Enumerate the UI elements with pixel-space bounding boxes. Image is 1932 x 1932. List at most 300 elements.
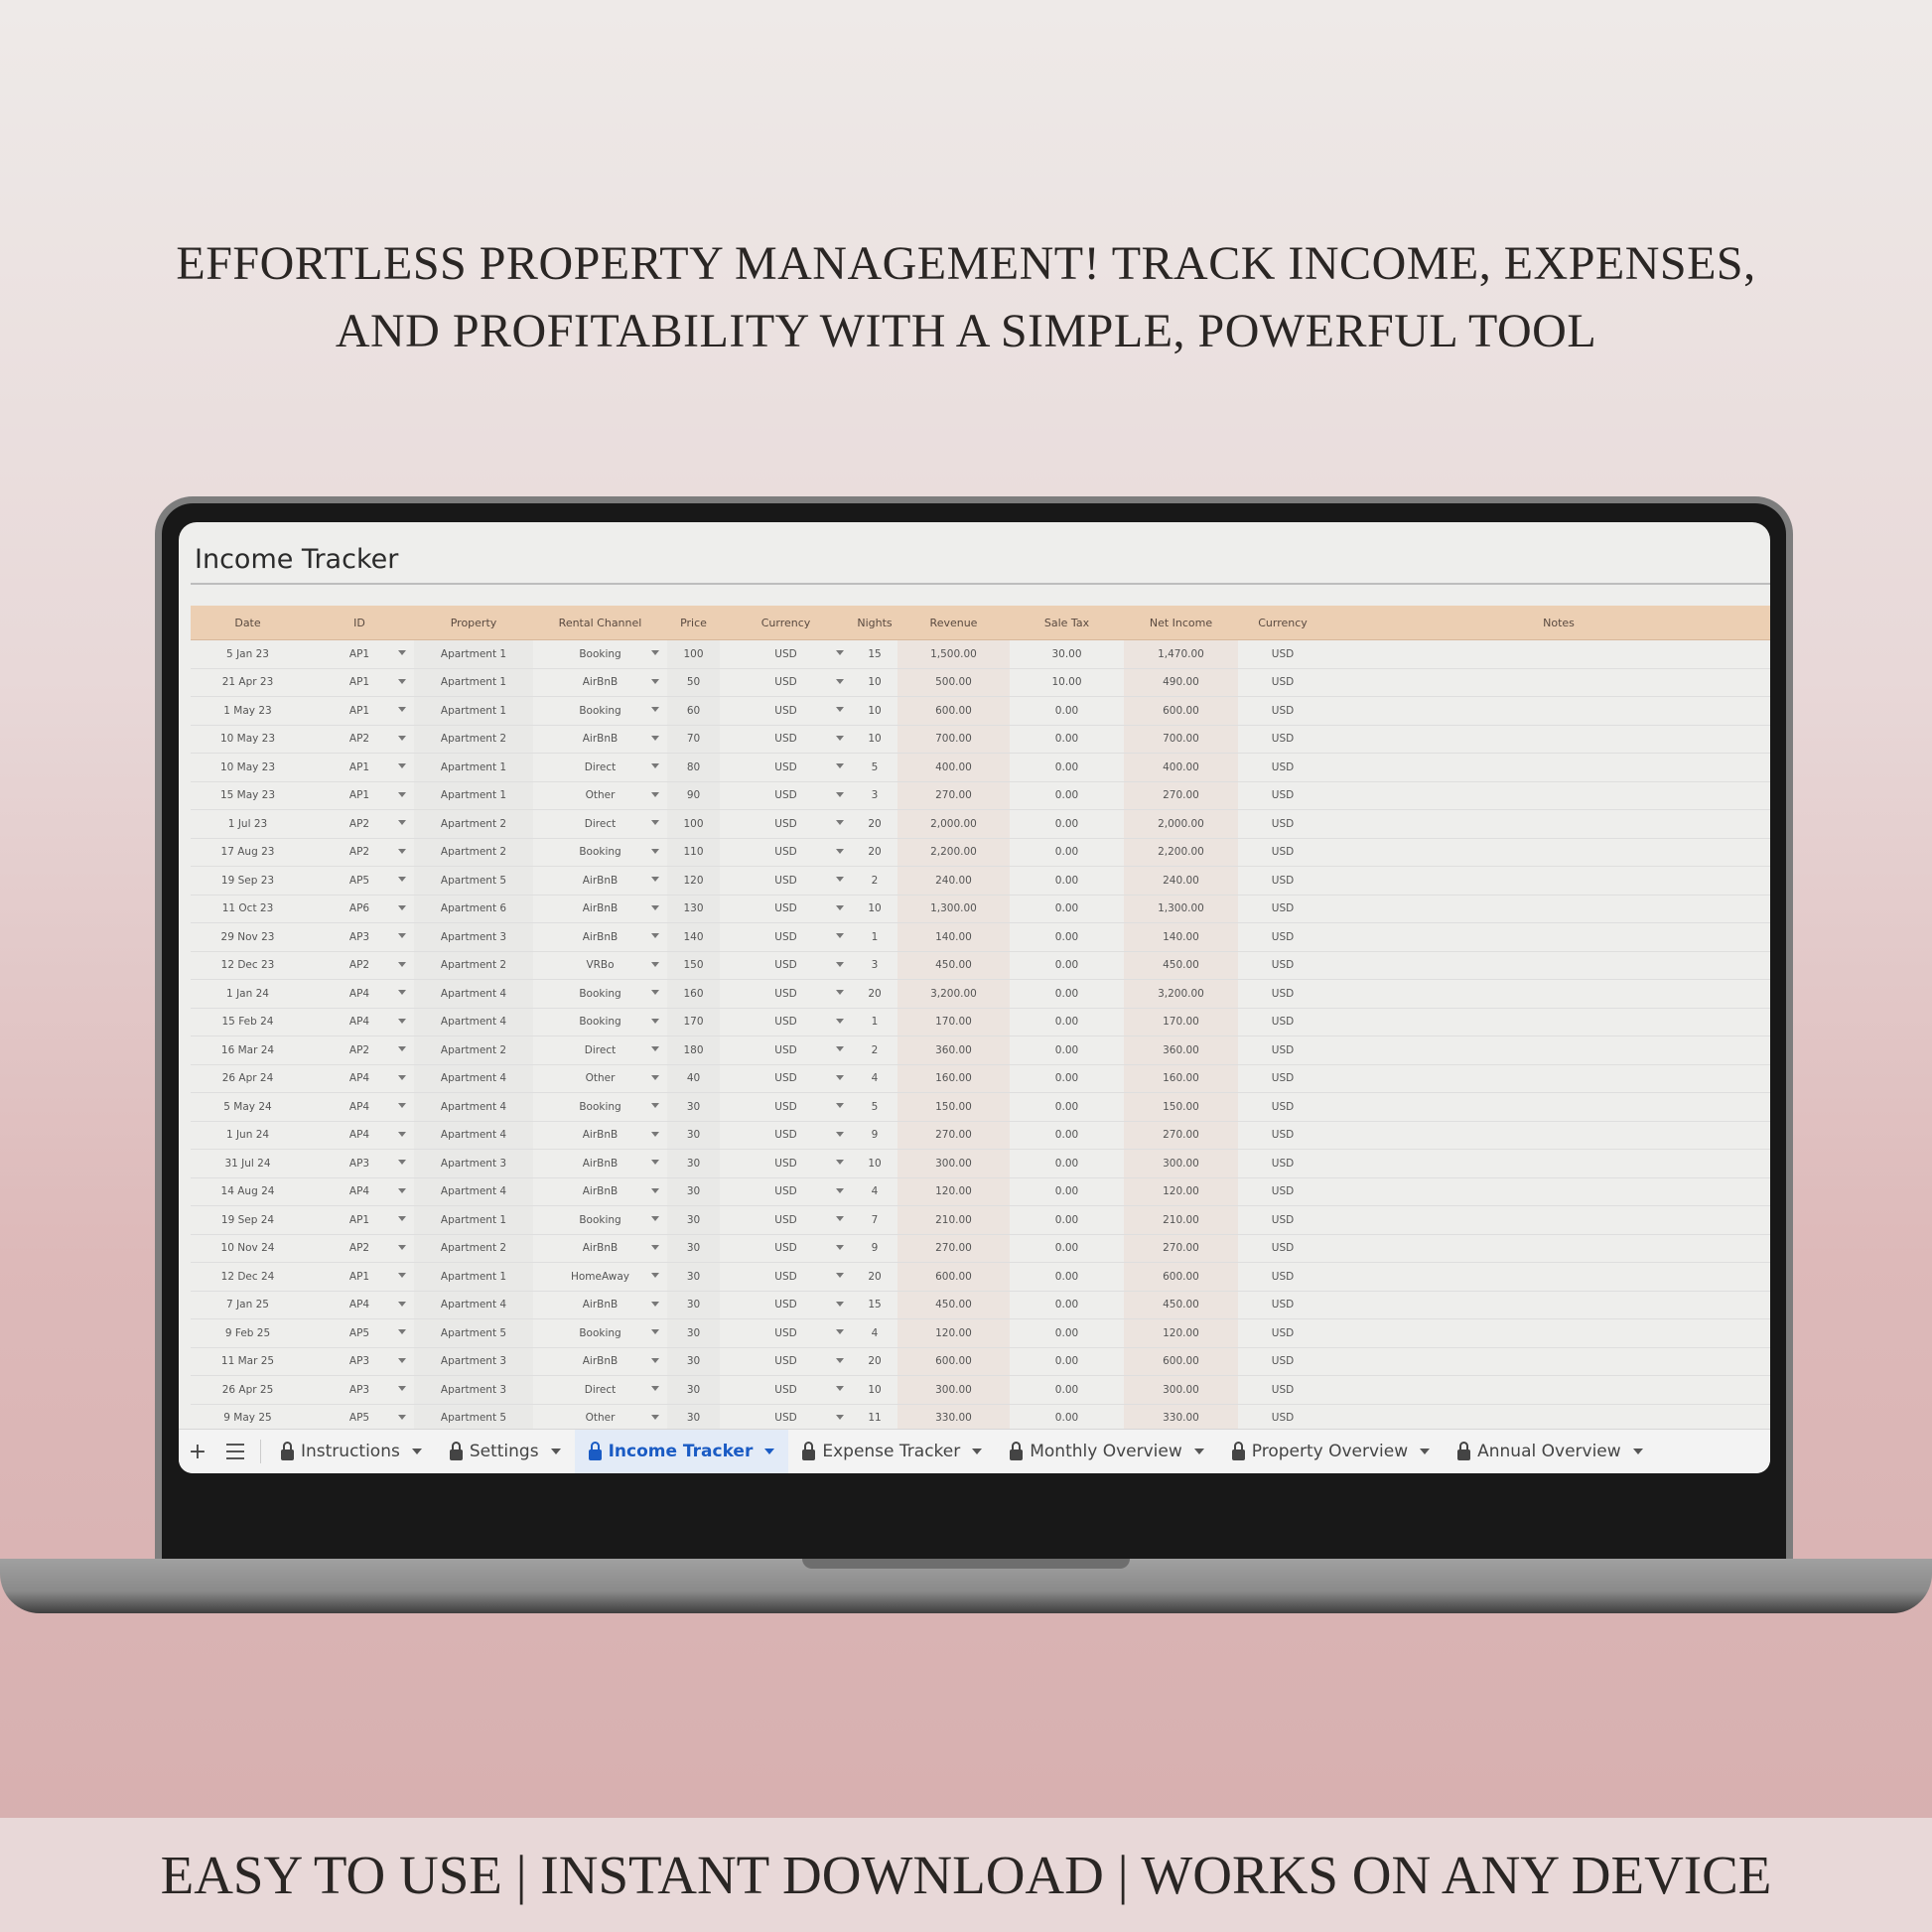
dropdown-caret-icon[interactable]: [836, 1075, 844, 1080]
cell-net-income[interactable]: 3,200.00: [1124, 980, 1238, 1009]
cell-currency[interactable]: [720, 781, 852, 810]
dropdown-caret-icon[interactable]: [836, 877, 844, 882]
col-header-currency[interactable]: Currency: [720, 606, 852, 640]
cell-net-income[interactable]: 300.00: [1124, 1150, 1238, 1178]
cell-sale-tax[interactable]: 10.00: [1010, 668, 1124, 697]
chevron-down-icon[interactable]: [764, 1449, 774, 1454]
cell-property[interactable]: Apartment 6: [414, 895, 533, 923]
cell-date[interactable]: 17 Aug 23: [191, 838, 305, 867]
cell-date[interactable]: 12 Dec 24: [191, 1263, 305, 1292]
cell-nights[interactable]: 11: [852, 1404, 897, 1433]
cell-property[interactable]: Apartment 1: [414, 697, 533, 726]
cell-id[interactable]: [305, 867, 414, 896]
chevron-down-icon[interactable]: [1633, 1449, 1643, 1454]
cell-date[interactable]: 15 May 23: [191, 781, 305, 810]
dropdown-caret-icon[interactable]: [398, 990, 406, 995]
cell-nights[interactable]: 4: [852, 1177, 897, 1206]
cell-sale-tax[interactable]: 0.00: [1010, 923, 1124, 952]
dropdown-caret-icon[interactable]: [836, 1329, 844, 1334]
dropdown-caret-icon[interactable]: [836, 1415, 844, 1420]
cell-revenue[interactable]: 1,500.00: [897, 640, 1010, 669]
dropdown-caret-icon[interactable]: [398, 1302, 406, 1307]
dropdown-caret-icon[interactable]: [398, 1019, 406, 1024]
dropdown-caret-icon[interactable]: [836, 933, 844, 938]
cell-currency[interactable]: [720, 1177, 852, 1206]
dropdown-caret-icon[interactable]: [398, 820, 406, 825]
cell-rental-channel[interactable]: [533, 781, 667, 810]
cell-nights[interactable]: 20: [852, 1347, 897, 1376]
cell-currency[interactable]: [720, 1121, 852, 1150]
cell-sale-tax[interactable]: 0.00: [1010, 1404, 1124, 1433]
cell-id[interactable]: [305, 980, 414, 1009]
dropdown-caret-icon[interactable]: [836, 792, 844, 797]
cell-revenue[interactable]: 300.00: [897, 1150, 1010, 1178]
cell-price[interactable]: 70: [667, 725, 720, 754]
cell-price[interactable]: 30: [667, 1404, 720, 1433]
dropdown-caret-icon[interactable]: [651, 679, 659, 684]
dropdown-caret-icon[interactable]: [398, 962, 406, 967]
cell-id[interactable]: [305, 923, 414, 952]
cell-notes[interactable]: [1327, 1150, 1770, 1178]
cell-revenue[interactable]: 2,000.00: [897, 810, 1010, 839]
cell-price[interactable]: 90: [667, 781, 720, 810]
cell-currency-2[interactable]: USD: [1238, 923, 1327, 952]
cell-property[interactable]: Apartment 4: [414, 1291, 533, 1319]
cell-price[interactable]: 30: [667, 1177, 720, 1206]
cell-sale-tax[interactable]: 0.00: [1010, 1376, 1124, 1405]
cell-price[interactable]: 30: [667, 1263, 720, 1292]
cell-currency[interactable]: [720, 1376, 852, 1405]
cell-net-income[interactable]: 300.00: [1124, 1376, 1238, 1405]
cell-notes[interactable]: [1327, 867, 1770, 896]
cell-id[interactable]: [305, 1234, 414, 1263]
chevron-down-icon[interactable]: [551, 1449, 561, 1454]
cell-notes[interactable]: [1327, 781, 1770, 810]
cell-net-income[interactable]: 120.00: [1124, 1177, 1238, 1206]
cell-currency[interactable]: [720, 1008, 852, 1036]
cell-price[interactable]: 30: [667, 1291, 720, 1319]
dropdown-caret-icon[interactable]: [836, 707, 844, 712]
dropdown-caret-icon[interactable]: [651, 1188, 659, 1193]
cell-rental-channel[interactable]: [533, 754, 667, 782]
cell-id[interactable]: [305, 1206, 414, 1235]
cell-id[interactable]: [305, 668, 414, 697]
cell-nights[interactable]: 20: [852, 838, 897, 867]
chevron-down-icon[interactable]: [1420, 1449, 1430, 1454]
cell-currency-2[interactable]: USD: [1238, 1404, 1327, 1433]
cell-currency[interactable]: [720, 1093, 852, 1122]
cell-date[interactable]: 14 Aug 24: [191, 1177, 305, 1206]
cell-net-income[interactable]: 700.00: [1124, 725, 1238, 754]
cell-net-income[interactable]: 330.00: [1124, 1404, 1238, 1433]
cell-date[interactable]: 21 Apr 23: [191, 668, 305, 697]
cell-notes[interactable]: [1327, 1206, 1770, 1235]
chevron-down-icon[interactable]: [972, 1449, 982, 1454]
dropdown-caret-icon[interactable]: [836, 1188, 844, 1193]
cell-nights[interactable]: 20: [852, 1263, 897, 1292]
cell-price[interactable]: 30: [667, 1150, 720, 1178]
cell-revenue[interactable]: 3,200.00: [897, 980, 1010, 1009]
cell-date[interactable]: 10 May 23: [191, 725, 305, 754]
cell-property[interactable]: Apartment 2: [414, 1234, 533, 1263]
cell-currency-2[interactable]: USD: [1238, 980, 1327, 1009]
cell-date[interactable]: 9 Feb 25: [191, 1319, 305, 1348]
cell-rental-channel[interactable]: [533, 1234, 667, 1263]
cell-net-income[interactable]: 170.00: [1124, 1008, 1238, 1036]
cell-currency[interactable]: [720, 668, 852, 697]
cell-currency-2[interactable]: USD: [1238, 1319, 1327, 1348]
cell-price[interactable]: 30: [667, 1121, 720, 1150]
cell-sale-tax[interactable]: 0.00: [1010, 951, 1124, 980]
cell-id[interactable]: [305, 1319, 414, 1348]
dropdown-caret-icon[interactable]: [651, 1245, 659, 1250]
dropdown-caret-icon[interactable]: [836, 990, 844, 995]
cell-notes[interactable]: [1327, 895, 1770, 923]
cell-revenue[interactable]: 400.00: [897, 754, 1010, 782]
cell-sale-tax[interactable]: 0.00: [1010, 697, 1124, 726]
dropdown-caret-icon[interactable]: [398, 1188, 406, 1193]
cell-revenue[interactable]: 600.00: [897, 1263, 1010, 1292]
cell-date[interactable]: 5 Jan 23: [191, 640, 305, 669]
cell-net-income[interactable]: 360.00: [1124, 1036, 1238, 1065]
cell-notes[interactable]: [1327, 838, 1770, 867]
cell-nights[interactable]: 15: [852, 640, 897, 669]
cell-date[interactable]: 11 Oct 23: [191, 895, 305, 923]
cell-rental-channel[interactable]: [533, 867, 667, 896]
cell-property[interactable]: Apartment 2: [414, 810, 533, 839]
cell-price[interactable]: 60: [667, 697, 720, 726]
cell-currency[interactable]: [720, 980, 852, 1009]
cell-nights[interactable]: 3: [852, 951, 897, 980]
cell-price[interactable]: 160: [667, 980, 720, 1009]
cell-currency-2[interactable]: USD: [1238, 1206, 1327, 1235]
cell-property[interactable]: Apartment 5: [414, 867, 533, 896]
cell-revenue[interactable]: 270.00: [897, 1234, 1010, 1263]
cell-currency[interactable]: [720, 1319, 852, 1348]
cell-property[interactable]: Apartment 5: [414, 1404, 533, 1433]
cell-id[interactable]: [305, 1121, 414, 1150]
cell-currency-2[interactable]: USD: [1238, 895, 1327, 923]
cell-id[interactable]: [305, 1064, 414, 1093]
cell-currency-2[interactable]: USD: [1238, 867, 1327, 896]
cell-date[interactable]: 11 Mar 25: [191, 1347, 305, 1376]
cell-sale-tax[interactable]: 0.00: [1010, 1291, 1124, 1319]
cell-sale-tax[interactable]: 0.00: [1010, 1150, 1124, 1178]
cell-id[interactable]: [305, 1376, 414, 1405]
cell-id[interactable]: [305, 1008, 414, 1036]
dropdown-caret-icon[interactable]: [651, 1132, 659, 1137]
cell-rental-channel[interactable]: [533, 923, 667, 952]
cell-revenue[interactable]: 210.00: [897, 1206, 1010, 1235]
cell-rental-channel[interactable]: [533, 1121, 667, 1150]
cell-nights[interactable]: 20: [852, 980, 897, 1009]
cell-date[interactable]: 29 Nov 23: [191, 923, 305, 952]
cell-id[interactable]: [305, 1347, 414, 1376]
cell-date[interactable]: 9 May 25: [191, 1404, 305, 1433]
cell-revenue[interactable]: 450.00: [897, 951, 1010, 980]
cell-id[interactable]: [305, 725, 414, 754]
cell-id[interactable]: [305, 951, 414, 980]
cell-date[interactable]: 19 Sep 23: [191, 867, 305, 896]
cell-currency-2[interactable]: USD: [1238, 1093, 1327, 1122]
dropdown-caret-icon[interactable]: [836, 1160, 844, 1165]
dropdown-caret-icon[interactable]: [398, 707, 406, 712]
cell-price[interactable]: 100: [667, 640, 720, 669]
cell-currency[interactable]: [720, 640, 852, 669]
cell-sale-tax[interactable]: 0.00: [1010, 895, 1124, 923]
dropdown-caret-icon[interactable]: [836, 1216, 844, 1221]
cell-revenue[interactable]: 300.00: [897, 1376, 1010, 1405]
cell-notes[interactable]: [1327, 1093, 1770, 1122]
cell-rental-channel[interactable]: [533, 951, 667, 980]
cell-net-income[interactable]: 1,470.00: [1124, 640, 1238, 669]
cell-currency[interactable]: [720, 895, 852, 923]
cell-currency-2[interactable]: USD: [1238, 1263, 1327, 1292]
dropdown-caret-icon[interactable]: [836, 1245, 844, 1250]
cell-price[interactable]: 180: [667, 1036, 720, 1065]
dropdown-caret-icon[interactable]: [651, 849, 659, 854]
dropdown-caret-icon[interactable]: [398, 1386, 406, 1391]
cell-notes[interactable]: [1327, 1177, 1770, 1206]
cell-rental-channel[interactable]: [533, 895, 667, 923]
cell-net-income[interactable]: 160.00: [1124, 1064, 1238, 1093]
cell-price[interactable]: 170: [667, 1008, 720, 1036]
cell-rental-channel[interactable]: [533, 1291, 667, 1319]
cell-currency-2[interactable]: USD: [1238, 640, 1327, 669]
cell-notes[interactable]: [1327, 1319, 1770, 1348]
cell-property[interactable]: Apartment 4: [414, 1093, 533, 1122]
cell-notes[interactable]: [1327, 668, 1770, 697]
cell-nights[interactable]: 20: [852, 810, 897, 839]
cell-rental-channel[interactable]: [533, 1177, 667, 1206]
cell-net-income[interactable]: 140.00: [1124, 923, 1238, 952]
cell-sale-tax[interactable]: 0.00: [1010, 754, 1124, 782]
cell-net-income[interactable]: 2,200.00: [1124, 838, 1238, 867]
cell-revenue[interactable]: 150.00: [897, 1093, 1010, 1122]
cell-id[interactable]: [305, 1036, 414, 1065]
cell-currency-2[interactable]: USD: [1238, 781, 1327, 810]
cell-revenue[interactable]: 360.00: [897, 1036, 1010, 1065]
cell-currency-2[interactable]: USD: [1238, 1291, 1327, 1319]
dropdown-caret-icon[interactable]: [651, 1075, 659, 1080]
dropdown-caret-icon[interactable]: [836, 905, 844, 910]
dropdown-caret-icon[interactable]: [651, 1273, 659, 1278]
cell-notes[interactable]: [1327, 1008, 1770, 1036]
dropdown-caret-icon[interactable]: [398, 763, 406, 768]
dropdown-caret-icon[interactable]: [398, 1216, 406, 1221]
dropdown-caret-icon[interactable]: [836, 849, 844, 854]
cell-notes[interactable]: [1327, 725, 1770, 754]
dropdown-caret-icon[interactable]: [651, 933, 659, 938]
col-header-nights[interactable]: Nights: [852, 606, 897, 640]
cell-date[interactable]: 7 Jan 25: [191, 1291, 305, 1319]
cell-currency-2[interactable]: USD: [1238, 810, 1327, 839]
cell-nights[interactable]: 4: [852, 1064, 897, 1093]
cell-date[interactable]: 1 Jun 24: [191, 1121, 305, 1150]
dropdown-caret-icon[interactable]: [398, 849, 406, 854]
cell-nights[interactable]: 5: [852, 1093, 897, 1122]
cell-currency-2[interactable]: USD: [1238, 697, 1327, 726]
cell-currency-2[interactable]: USD: [1238, 1064, 1327, 1093]
cell-rental-channel[interactable]: [533, 1008, 667, 1036]
col-header-net-income[interactable]: Net Income: [1124, 606, 1238, 640]
dropdown-caret-icon[interactable]: [651, 990, 659, 995]
cell-currency[interactable]: [720, 1036, 852, 1065]
cell-id[interactable]: [305, 1093, 414, 1122]
dropdown-caret-icon[interactable]: [651, 1216, 659, 1221]
cell-property[interactable]: Apartment 2: [414, 838, 533, 867]
cell-property[interactable]: Apartment 1: [414, 754, 533, 782]
cell-net-income[interactable]: 270.00: [1124, 781, 1238, 810]
col-header-price[interactable]: Price: [667, 606, 720, 640]
cell-currency-2[interactable]: USD: [1238, 1347, 1327, 1376]
add-sheet-button[interactable]: [179, 1430, 216, 1473]
cell-date[interactable]: 1 May 23: [191, 697, 305, 726]
dropdown-caret-icon[interactable]: [651, 877, 659, 882]
dropdown-caret-icon[interactable]: [651, 1160, 659, 1165]
dropdown-caret-icon[interactable]: [398, 1245, 406, 1250]
cell-nights[interactable]: 7: [852, 1206, 897, 1235]
dropdown-caret-icon[interactable]: [651, 650, 659, 655]
cell-currency[interactable]: [720, 1347, 852, 1376]
cell-net-income[interactable]: 150.00: [1124, 1093, 1238, 1122]
cell-sale-tax[interactable]: 0.00: [1010, 980, 1124, 1009]
cell-currency[interactable]: [720, 838, 852, 867]
cell-property[interactable]: Apartment 3: [414, 923, 533, 952]
cell-nights[interactable]: 9: [852, 1121, 897, 1150]
cell-net-income[interactable]: 600.00: [1124, 1347, 1238, 1376]
cell-notes[interactable]: [1327, 810, 1770, 839]
cell-nights[interactable]: 9: [852, 1234, 897, 1263]
cell-id[interactable]: [305, 1263, 414, 1292]
cell-price[interactable]: 40: [667, 1064, 720, 1093]
cell-currency[interactable]: [720, 810, 852, 839]
cell-sale-tax[interactable]: 0.00: [1010, 1177, 1124, 1206]
cell-currency[interactable]: [720, 923, 852, 952]
cell-price[interactable]: 80: [667, 754, 720, 782]
dropdown-caret-icon[interactable]: [398, 1075, 406, 1080]
cell-revenue[interactable]: 240.00: [897, 867, 1010, 896]
col-header-currency-2[interactable]: Currency: [1238, 606, 1327, 640]
cell-notes[interactable]: [1327, 980, 1770, 1009]
cell-net-income[interactable]: 400.00: [1124, 754, 1238, 782]
cell-date[interactable]: 26 Apr 25: [191, 1376, 305, 1405]
cell-currency[interactable]: [720, 1064, 852, 1093]
cell-net-income[interactable]: 450.00: [1124, 951, 1238, 980]
dropdown-caret-icon[interactable]: [836, 1019, 844, 1024]
sheet-tab-monthly-overview[interactable]: [996, 1430, 1218, 1473]
dropdown-caret-icon[interactable]: [836, 1132, 844, 1137]
cell-revenue[interactable]: 1,300.00: [897, 895, 1010, 923]
cell-currency[interactable]: [720, 1206, 852, 1235]
cell-revenue[interactable]: 170.00: [897, 1008, 1010, 1036]
dropdown-caret-icon[interactable]: [651, 820, 659, 825]
col-header-id[interactable]: ID: [305, 606, 414, 640]
dropdown-caret-icon[interactable]: [398, 1046, 406, 1051]
cell-nights[interactable]: 4: [852, 1319, 897, 1348]
cell-price[interactable]: 130: [667, 895, 720, 923]
dropdown-caret-icon[interactable]: [651, 1302, 659, 1307]
cell-revenue[interactable]: 330.00: [897, 1404, 1010, 1433]
dropdown-caret-icon[interactable]: [836, 736, 844, 741]
cell-rental-channel[interactable]: [533, 838, 667, 867]
cell-rental-channel[interactable]: [533, 1319, 667, 1348]
cell-property[interactable]: Apartment 4: [414, 1177, 533, 1206]
dropdown-caret-icon[interactable]: [836, 1273, 844, 1278]
cell-property[interactable]: Apartment 2: [414, 1036, 533, 1065]
cell-net-income[interactable]: 270.00: [1124, 1234, 1238, 1263]
cell-revenue[interactable]: 2,200.00: [897, 838, 1010, 867]
cell-nights[interactable]: 5: [852, 754, 897, 782]
cell-net-income[interactable]: 1,300.00: [1124, 895, 1238, 923]
cell-id[interactable]: [305, 1291, 414, 1319]
cell-property[interactable]: Apartment 1: [414, 640, 533, 669]
dropdown-caret-icon[interactable]: [651, 707, 659, 712]
cell-rental-channel[interactable]: [533, 1064, 667, 1093]
cell-nights[interactable]: 10: [852, 1150, 897, 1178]
cell-net-income[interactable]: 2,000.00: [1124, 810, 1238, 839]
dropdown-caret-icon[interactable]: [836, 1103, 844, 1108]
cell-id[interactable]: [305, 1177, 414, 1206]
cell-nights[interactable]: 1: [852, 1008, 897, 1036]
cell-property[interactable]: Apartment 4: [414, 1008, 533, 1036]
cell-nights[interactable]: 15: [852, 1291, 897, 1319]
cell-rental-channel[interactable]: [533, 810, 667, 839]
cell-currency-2[interactable]: USD: [1238, 754, 1327, 782]
cell-rental-channel[interactable]: [533, 1093, 667, 1122]
cell-rental-channel[interactable]: [533, 1376, 667, 1405]
chevron-down-icon[interactable]: [1194, 1449, 1204, 1454]
cell-net-income[interactable]: 490.00: [1124, 668, 1238, 697]
col-header-date[interactable]: Date: [191, 606, 305, 640]
cell-rental-channel[interactable]: [533, 668, 667, 697]
cell-sale-tax[interactable]: 0.00: [1010, 1263, 1124, 1292]
dropdown-caret-icon[interactable]: [651, 1019, 659, 1024]
cell-revenue[interactable]: 120.00: [897, 1319, 1010, 1348]
cell-net-income[interactable]: 450.00: [1124, 1291, 1238, 1319]
col-header-rental-channel[interactable]: Rental Channel: [533, 606, 667, 640]
cell-sale-tax[interactable]: 0.00: [1010, 1319, 1124, 1348]
cell-currency-2[interactable]: USD: [1238, 725, 1327, 754]
cell-rental-channel[interactable]: [533, 1206, 667, 1235]
cell-sale-tax[interactable]: 0.00: [1010, 838, 1124, 867]
dropdown-caret-icon[interactable]: [836, 1046, 844, 1051]
cell-price[interactable]: 30: [667, 1376, 720, 1405]
chevron-down-icon[interactable]: [412, 1449, 422, 1454]
cell-id[interactable]: [305, 895, 414, 923]
dropdown-caret-icon[interactable]: [651, 1046, 659, 1051]
cell-price[interactable]: 30: [667, 1234, 720, 1263]
cell-notes[interactable]: [1327, 1376, 1770, 1405]
dropdown-caret-icon[interactable]: [398, 933, 406, 938]
sheet-tab-annual-overview[interactable]: [1444, 1430, 1657, 1473]
cell-notes[interactable]: [1327, 1234, 1770, 1263]
dropdown-caret-icon[interactable]: [398, 1103, 406, 1108]
cell-revenue[interactable]: 270.00: [897, 1121, 1010, 1150]
cell-revenue[interactable]: 500.00: [897, 668, 1010, 697]
cell-sale-tax[interactable]: 0.00: [1010, 1008, 1124, 1036]
cell-currency-2[interactable]: USD: [1238, 1234, 1327, 1263]
cell-currency-2[interactable]: USD: [1238, 951, 1327, 980]
cell-date[interactable]: 31 Jul 24: [191, 1150, 305, 1178]
cell-rental-channel[interactable]: [533, 1263, 667, 1292]
cell-notes[interactable]: [1327, 951, 1770, 980]
dropdown-caret-icon[interactable]: [836, 1386, 844, 1391]
dropdown-caret-icon[interactable]: [398, 1132, 406, 1137]
cell-nights[interactable]: 3: [852, 781, 897, 810]
cell-revenue[interactable]: 450.00: [897, 1291, 1010, 1319]
cell-net-income[interactable]: 600.00: [1124, 1263, 1238, 1292]
